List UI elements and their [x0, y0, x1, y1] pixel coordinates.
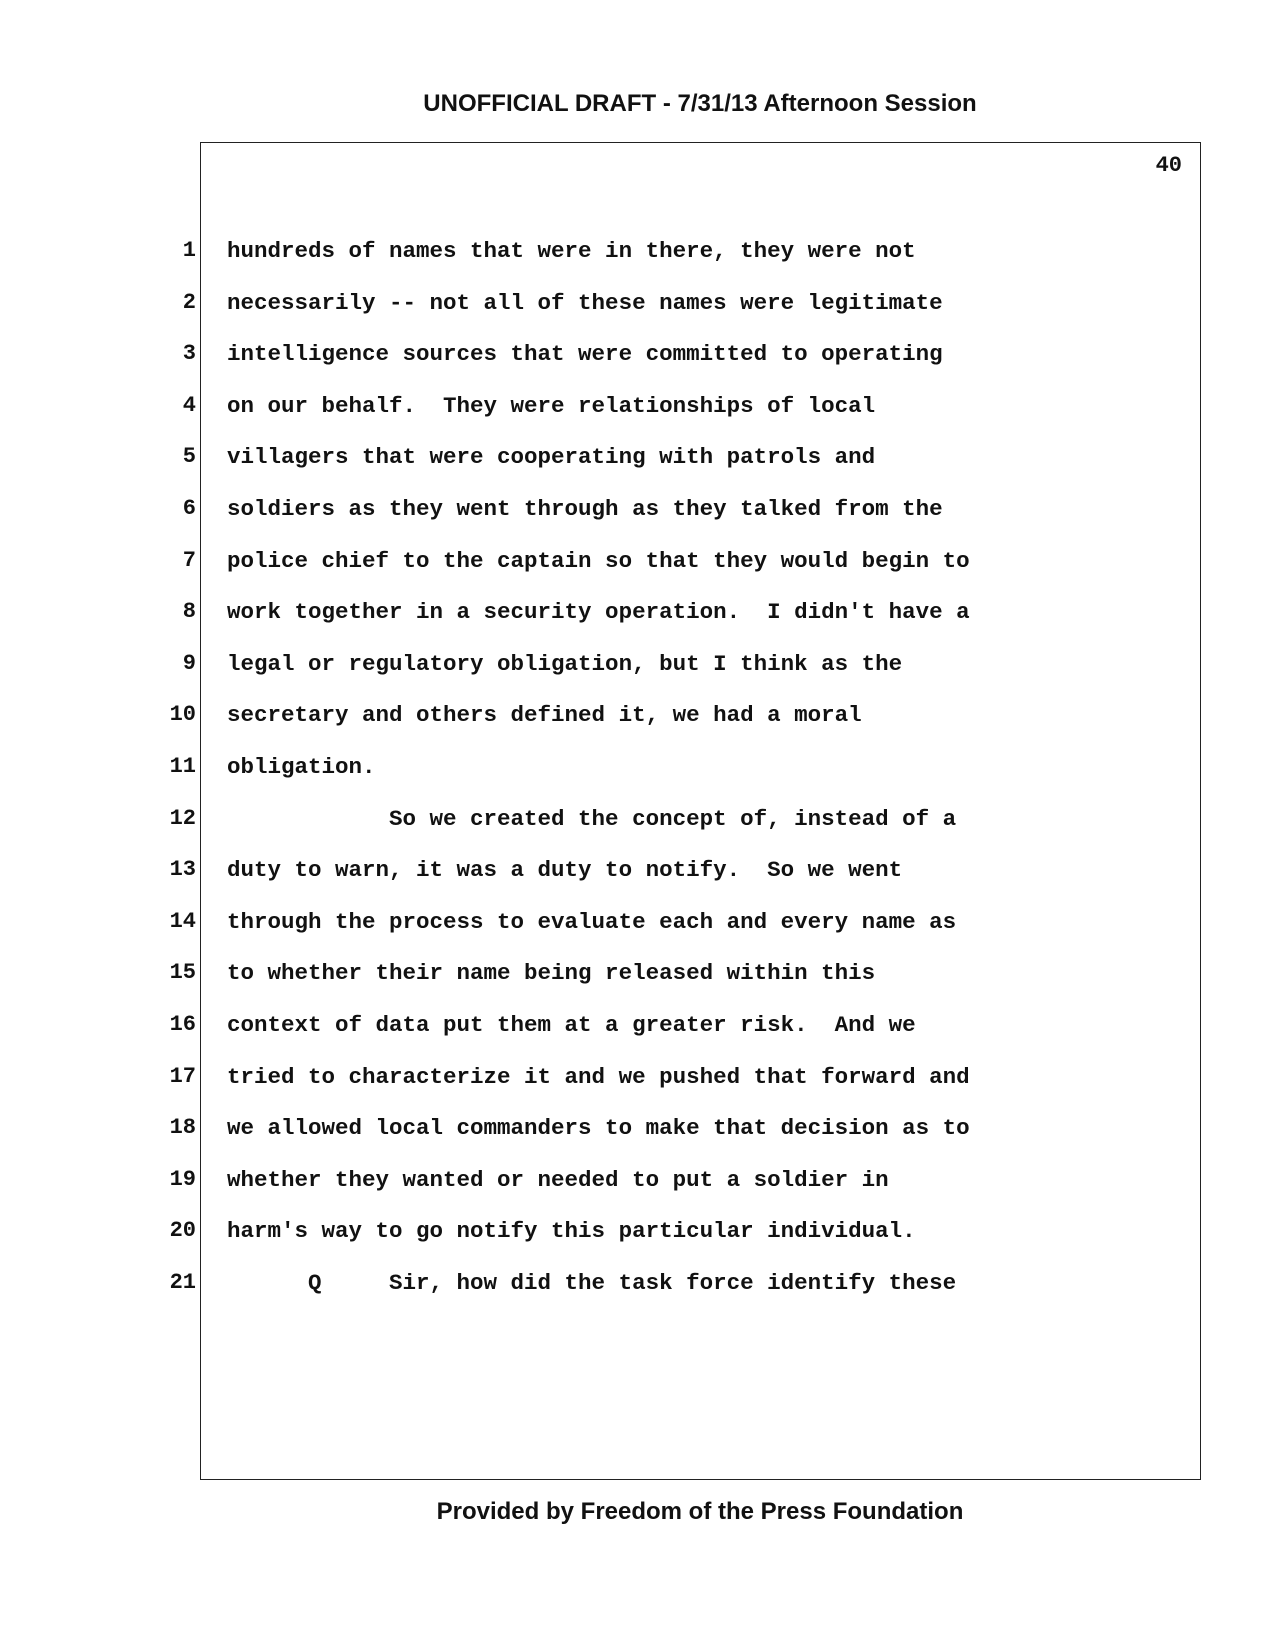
line-number: 18: [169, 1115, 196, 1140]
transcript-line: through the process to evaluate each and every name as: [227, 909, 957, 935]
page-number: 40: [1155, 153, 1182, 178]
document-header: UNOFFICIAL DRAFT - 7/31/13 Afternoon Session: [423, 90, 977, 117]
line-number: 9: [182, 651, 196, 676]
transcript-line: harm's way to go notify this particular individual.: [227, 1218, 916, 1244]
transcript-line: obligation.: [227, 754, 376, 780]
transcript-line: to whether their name being released within this: [227, 960, 876, 986]
document-footer: Provided by Freedom of the Press Foundation: [436, 1498, 964, 1525]
line-number: 10: [169, 702, 196, 727]
line-number: 5: [182, 444, 196, 469]
line-number: 19: [169, 1167, 196, 1192]
line-number: 15: [169, 960, 196, 985]
transcript-line: on our behalf. They were relationships of local: [227, 393, 876, 419]
transcript-line: Q Sir, how did the task force identify these: [227, 1270, 957, 1296]
transcript-line: context of data put them at a greater risk. And we: [227, 1012, 916, 1038]
line-number: 17: [169, 1064, 196, 1089]
line-number: 8: [182, 599, 196, 624]
transcript-line: we allowed local commanders to make that decision as to: [227, 1115, 970, 1141]
line-number: 16: [169, 1012, 196, 1037]
line-number: 21: [169, 1270, 196, 1295]
transcript-line: police chief to the captain so that they would begin to: [227, 548, 970, 574]
transcript-line: villagers that were cooperating with patrols and: [227, 444, 876, 470]
transcript-line: soldiers as they went through as they talked from the: [227, 496, 943, 522]
line-number: 13: [169, 857, 196, 882]
transcript-line: duty to warn, it was a duty to notify. So we went: [227, 857, 903, 883]
transcript-line: hundreds of names that were in there, they were not: [227, 238, 916, 264]
line-number: 20: [169, 1218, 196, 1243]
line-number: 14: [169, 909, 196, 934]
transcript-line: legal or regulatory obligation, but I think as the: [227, 651, 903, 677]
transcript-line: whether they wanted or needed to put a soldier in: [227, 1167, 889, 1193]
line-number: 1: [182, 238, 196, 263]
line-number: 6: [182, 496, 196, 521]
line-number: 3: [182, 341, 196, 366]
transcript-line: necessarily -- not all of these names were legitimate: [227, 290, 943, 316]
transcript-line: secretary and others defined it, we had a moral: [227, 702, 862, 728]
line-number: 11: [169, 754, 196, 779]
transcript-line: So we created the concept of, instead of a: [227, 806, 957, 832]
line-number: 12: [169, 806, 196, 831]
line-number: 2: [182, 290, 196, 315]
transcript-line: work together in a security operation. I didn't have a: [227, 599, 970, 625]
transcript-line: intelligence sources that were committed to operating: [227, 341, 943, 367]
transcript-line: tried to characterize it and we pushed that forward and: [227, 1064, 970, 1090]
line-number: 7: [182, 548, 196, 573]
line-number: 4: [182, 393, 196, 418]
